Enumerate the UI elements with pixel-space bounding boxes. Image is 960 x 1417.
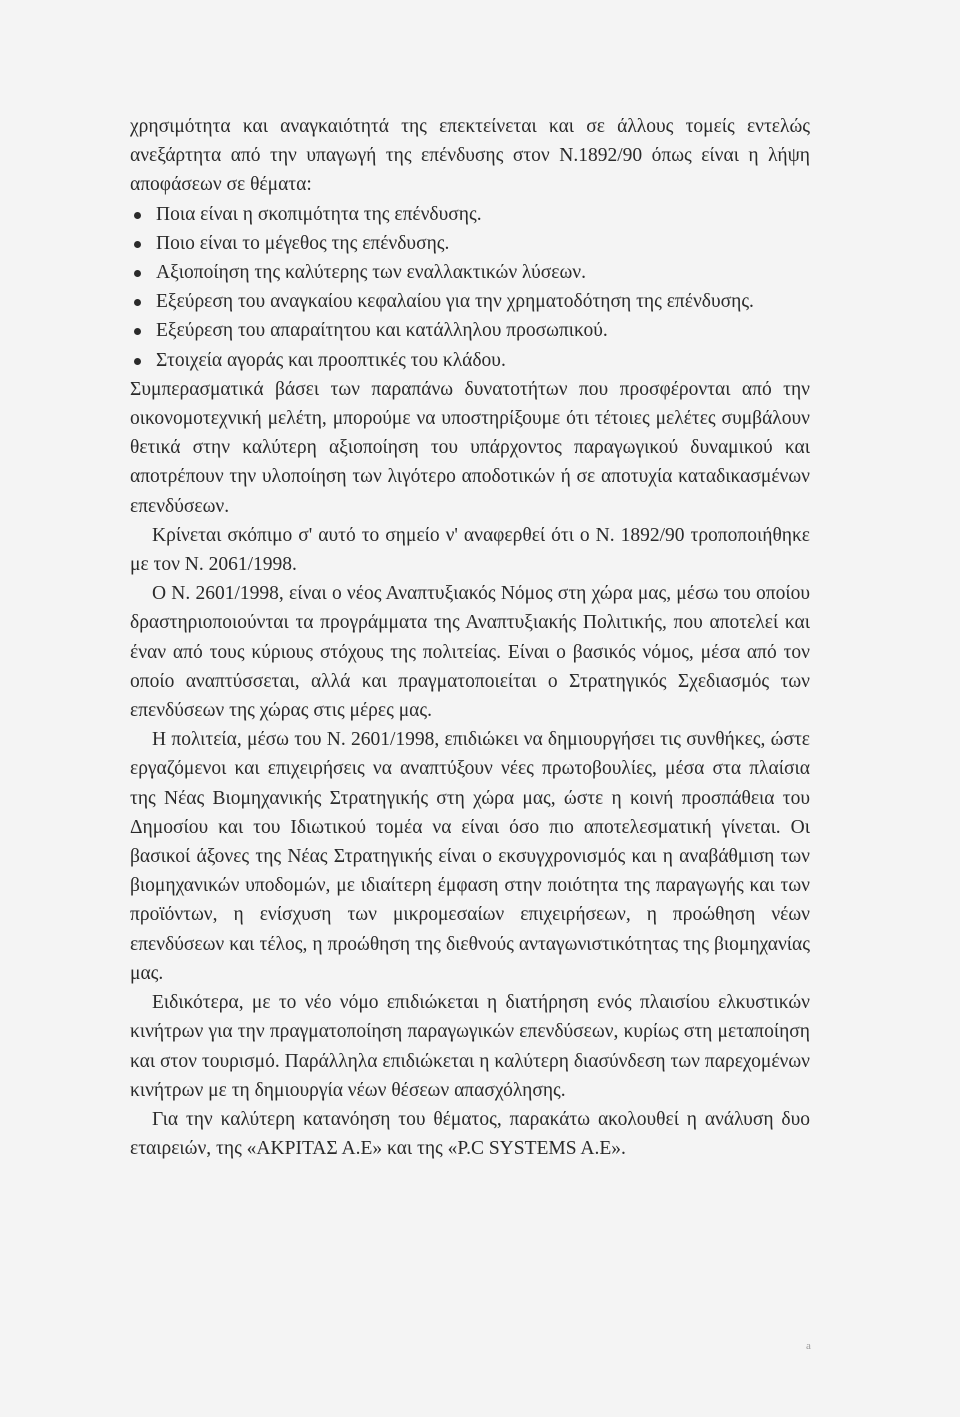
bullet-list [130,200,810,375]
list-item: Ποιο είναι το μέγεθος της επένδυσης. [130,229,810,258]
list-item: Ποια είναι η σκοπιμότητα της επένδυσης. [130,200,810,229]
list-item: Εξεύρεση του απαραίτητου και κατάλληλου προσωπικού. [130,316,810,345]
paragraph-intro: χρησιμότητα και αναγκαιότητά της επεκτείνεται και σε άλλους τομείς εντελώς ανεξάρτητα από την υπαγωγή της επένδυσης στον Ν.1892/90 όπως είναι η λήψη αποφάσεων σε θέματα: [130,116,810,196]
paragraph-amendment: Κρίνεται σκόπιμο σ' αυτό το σημείο ν' αναφερθεί ότι ο Ν. 1892/90 τροποποιήθηκε με τον Ν. 2061/1998. [130,524,810,576]
body-text [130,112,810,1163]
paragraph-law: Ο Ν. 2601/1998, είναι ο νέος Αναπτυξιακός Νόμος στη χώρα μας, μέσω του οποίου δραστηριοποιούνται τα προγράμματα της Αναπτυξιακής Πολιτικής, που αποτελεί και έναν από τους κύριους στόχους της πολιτείας. Είναι ο βασικός νόμος, μέσα από τον οποίο αναπτύσσεται, αλλά και πραγματοποιείται ο Στρατηγικός Σχεδιασμός των επενδύσεων της χώρας στις μέρες μας. [130,583,810,722]
page-number: a [806,1340,811,1352]
list-item: Στοιχεία αγοράς και προοπτικές του κλάδου. [130,346,810,375]
list-item: Εξεύρεση του αναγκαίου κεφαλαίου για την χρηματοδότηση της επένδυσης. [130,287,810,316]
paragraph-conclusion: Συμπερασματικά βάσει των παραπάνω δυνατοτήτων που προσφέρονται από την οικονομοτεχνική μελέτη, μπορούμε να υποστηρίξουμε ότι τέτοιες μελέτες συμβάλουν θετικά στην καλύτερη αξιοποίηση του υπάρχοντος παραγωγικού δυναμικού και αποτρέπουν την υλοποίηση των λιγότερο αποδοτικών ή σε αποτυχία καταδικασμένων επενδύσεων. [130,378,810,517]
paragraph-specific: Ειδικότερα, με το νέο νόμο επιδιώκεται η διατήρηση ενός πλαισίου ελκυστικών κινήτρων για την πραγματοποίηση παραγωγικών επενδύσεων, κυρίως στη μεταποίηση και στον τουρισμό. Παράλληλα επιδιώκεται η καλύτερη διασύνδεση των παρεχομένων κινήτρων με τη δημιουργία νέων θέσεων απασχόλησης. [130,992,810,1101]
list-item: Αξιοποίηση της καλύτερης των εναλλακτικών λύσεων. [130,258,810,287]
paragraph-policy: Η πολιτεία, μέσω του Ν. 2601/1998, επιδιώκει να δημιουργήσει τις συνθήκες, ώστε εργαζόμενοι και επιχειρήσεις να αναπτύξουν νέες πρωτοβουλίες, μέσα στα πλαίσια της Νέας Βιομηχανικής Στρατηγικής στη χώρα μας, ώστε η κοινή προσπάθεια του Δημοσίου και του Ιδιωτικού τομέα να είναι όσο πιο αποτελεσματική γίνεται. Οι βασικοί άξονες της Νέας Στρατηγικής είναι ο εκσυγχρονισμός και η αναβάθμιση των βιομηχανικών υποδομών, με ιδιαίτερη έμφαση στην ποιότητα της παραγωγής και των προϊόντων, η ενίσχυση των μικρομεσαίων επιχειρήσεων, η προώθηση νέων επενδύσεων και τέλος, η προώθηση της διεθνούς ανταγωνιστικότητας της βιομηχανίας μας. [130,729,810,984]
paragraph-closing: Για την καλύτερη κατανόηση του θέματος, παρακάτω ακολουθεί η ανάλυση δυο εταιρειών, της «ΑΚΡΙΤΑΣ Α.Ε» και της «P.C SYSTEMS A.E». [130,1108,810,1160]
